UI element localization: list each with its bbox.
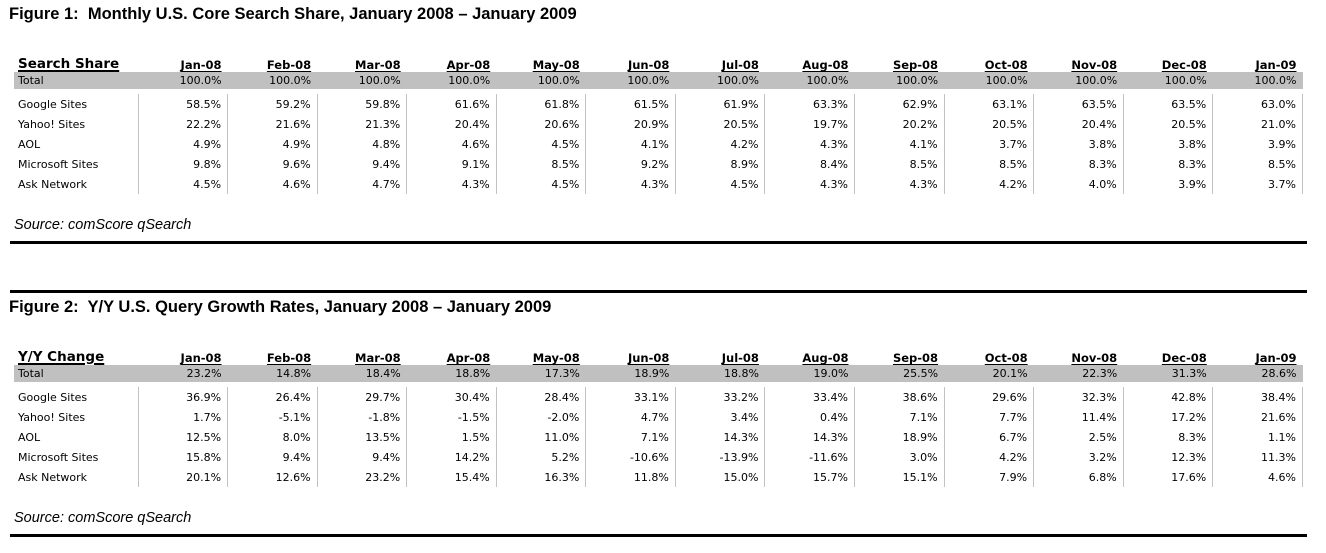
- data-row: [14, 447, 1303, 467]
- data-row: [14, 114, 1303, 134]
- cell-value: 17.6%: [1123, 467, 1213, 487]
- month-header: Jun-08: [627, 351, 670, 365]
- figure1-title: Figure 1: Monthly U.S. Core Search Share, January 2008 – January 2009: [9, 5, 577, 23]
- cell-value: 9.4%: [228, 447, 318, 467]
- cell-value: 4.2%: [944, 447, 1034, 467]
- cell-value: 32.3%: [1034, 387, 1124, 407]
- cell-value: 8.5%: [1213, 154, 1303, 174]
- figure1-table: [14, 54, 1303, 194]
- cell-value: 33.1%: [586, 387, 676, 407]
- figure2-top-rule: [10, 290, 1307, 293]
- cell-value: 9.8%: [138, 154, 228, 174]
- cell-value: -1.8%: [317, 407, 407, 427]
- cell-value: 4.9%: [228, 134, 318, 154]
- cell-value: 58.5%: [138, 94, 228, 114]
- month-header: Apr-08: [446, 351, 491, 365]
- cell-value: 4.3%: [765, 174, 855, 194]
- data-row: [14, 134, 1303, 154]
- cell-value: 3.7%: [944, 134, 1034, 154]
- row-label: Yahoo! Sites: [14, 407, 138, 427]
- cell-value: 20.4%: [407, 114, 497, 134]
- header-row: [14, 54, 1303, 72]
- month-header: Jul-08: [721, 351, 759, 365]
- cell-value: 23.2%: [317, 467, 407, 487]
- cell-value: 61.5%: [586, 94, 676, 114]
- cell-value: 8.9%: [675, 154, 765, 174]
- row-label: Ask Network: [14, 467, 138, 487]
- month-header: Oct-08: [984, 58, 1028, 72]
- row-label: Microsoft Sites: [14, 447, 138, 467]
- cell-value: 15.7%: [765, 467, 855, 487]
- cell-value: 14.2%: [407, 447, 497, 467]
- cell-value: 20.6%: [496, 114, 586, 134]
- cell-value: 28.4%: [496, 387, 586, 407]
- month-header: Jul-08: [721, 58, 759, 72]
- cell-value: 4.5%: [496, 134, 586, 154]
- cell-value: 63.0%: [1213, 94, 1303, 114]
- total-value: 100.0%: [1034, 72, 1124, 89]
- cell-value: 63.1%: [944, 94, 1034, 114]
- figure2-section: [0, 290, 1326, 537]
- month-header: May-08: [532, 58, 580, 72]
- cell-value: 3.9%: [1213, 134, 1303, 154]
- cell-value: 21.6%: [228, 114, 318, 134]
- cell-value: 4.3%: [407, 174, 497, 194]
- cell-value: 30.4%: [407, 387, 497, 407]
- cell-value: 7.1%: [855, 407, 945, 427]
- cell-value: 1.5%: [407, 427, 497, 447]
- cell-value: 4.5%: [496, 174, 586, 194]
- cell-value: 5.2%: [496, 447, 586, 467]
- cell-value: 3.0%: [855, 447, 945, 467]
- cell-value: 4.0%: [1034, 174, 1124, 194]
- cell-value: 7.7%: [944, 407, 1034, 427]
- cell-value: 38.6%: [855, 387, 945, 407]
- cell-value: 3.8%: [1034, 134, 1124, 154]
- cell-value: 8.0%: [228, 427, 318, 447]
- cell-value: 20.5%: [675, 114, 765, 134]
- cell-value: 11.8%: [586, 467, 676, 487]
- total-value: 18.8%: [675, 365, 765, 382]
- cell-value: 20.5%: [944, 114, 1034, 134]
- month-header: Apr-08: [446, 58, 491, 72]
- row-label: Total: [14, 72, 138, 89]
- cell-value: 15.0%: [675, 467, 765, 487]
- cell-value: 63.5%: [1123, 94, 1213, 114]
- total-value: 28.6%: [1213, 365, 1303, 382]
- cell-value: 12.6%: [228, 467, 318, 487]
- cell-value: -2.0%: [496, 407, 586, 427]
- row-label: Ask Network: [14, 174, 138, 194]
- month-header: Nov-08: [1071, 351, 1118, 365]
- cell-value: 63.3%: [765, 94, 855, 114]
- cell-value: 8.3%: [1123, 154, 1213, 174]
- row-label: Yahoo! Sites: [14, 114, 138, 134]
- cell-value: 4.3%: [586, 174, 676, 194]
- month-header: Sep-08: [892, 58, 939, 72]
- cell-value: 3.4%: [675, 407, 765, 427]
- figure1-source: Source: comScore qSearch: [14, 217, 192, 233]
- row-label: AOL: [14, 427, 138, 447]
- cell-value: 62.9%: [855, 94, 945, 114]
- row-label: Microsoft Sites: [14, 154, 138, 174]
- cell-value: 15.1%: [855, 467, 945, 487]
- cell-value: 4.7%: [317, 174, 407, 194]
- cell-value: 8.5%: [496, 154, 586, 174]
- month-header: Sep-08: [892, 351, 939, 365]
- cell-value: 4.9%: [138, 134, 228, 154]
- cell-value: -1.5%: [407, 407, 497, 427]
- cell-value: 42.8%: [1123, 387, 1213, 407]
- cell-value: 61.9%: [675, 94, 765, 114]
- total-value: 18.9%: [586, 365, 676, 382]
- total-value: 17.3%: [496, 365, 586, 382]
- month-header: Dec-08: [1161, 58, 1207, 72]
- figure2-table: [14, 347, 1303, 487]
- cell-value: 3.2%: [1034, 447, 1124, 467]
- cell-value: 4.3%: [855, 174, 945, 194]
- cell-value: 21.3%: [317, 114, 407, 134]
- cell-value: 20.1%: [138, 467, 228, 487]
- data-row: [14, 154, 1303, 174]
- month-header: Jan-09: [1255, 58, 1297, 72]
- row-label-header: Search Share: [18, 56, 120, 72]
- total-value: 20.1%: [944, 365, 1034, 382]
- row-label: AOL: [14, 134, 138, 154]
- cell-value: 21.6%: [1213, 407, 1303, 427]
- data-row: [14, 387, 1303, 407]
- total-row: [14, 365, 1303, 382]
- total-value: 25.5%: [855, 365, 945, 382]
- cell-value: -13.9%: [675, 447, 765, 467]
- cell-value: 33.4%: [765, 387, 855, 407]
- cell-value: 4.7%: [586, 407, 676, 427]
- cell-value: 6.7%: [944, 427, 1034, 447]
- cell-value: 20.4%: [1034, 114, 1124, 134]
- total-value: 100.0%: [138, 72, 228, 89]
- total-value: 19.0%: [765, 365, 855, 382]
- total-value: 100.0%: [496, 72, 586, 89]
- total-value: 100.0%: [1123, 72, 1213, 89]
- cell-value: 36.9%: [138, 387, 228, 407]
- cell-value: 2.5%: [1034, 427, 1124, 447]
- cell-value: 19.7%: [765, 114, 855, 134]
- cell-value: 59.8%: [317, 94, 407, 114]
- cell-value: 8.4%: [765, 154, 855, 174]
- cell-value: 12.5%: [138, 427, 228, 447]
- cell-value: 4.5%: [675, 174, 765, 194]
- month-header: Feb-08: [266, 58, 312, 72]
- cell-value: 26.4%: [228, 387, 318, 407]
- cell-value: 9.6%: [228, 154, 318, 174]
- cell-value: 3.8%: [1123, 134, 1213, 154]
- cell-value: 12.3%: [1123, 447, 1213, 467]
- total-value: 100.0%: [765, 72, 855, 89]
- cell-value: 0.4%: [765, 407, 855, 427]
- month-header: Jun-08: [627, 58, 670, 72]
- cell-value: 3.7%: [1213, 174, 1303, 194]
- cell-value: 33.2%: [675, 387, 765, 407]
- month-header: May-08: [532, 351, 580, 365]
- total-value: 23.2%: [138, 365, 228, 382]
- cell-value: 14.3%: [675, 427, 765, 447]
- cell-value: 15.8%: [138, 447, 228, 467]
- cell-value: 8.5%: [855, 154, 945, 174]
- cell-value: 20.2%: [855, 114, 945, 134]
- cell-value: 6.8%: [1034, 467, 1124, 487]
- cell-value: 9.4%: [317, 447, 407, 467]
- figure1-section: [0, 5, 1326, 244]
- cell-value: 59.2%: [228, 94, 318, 114]
- total-row: [14, 72, 1303, 89]
- cell-value: 7.1%: [586, 427, 676, 447]
- cell-value: 16.3%: [496, 467, 586, 487]
- total-value: 18.8%: [407, 365, 497, 382]
- month-header: Feb-08: [266, 351, 312, 365]
- cell-value: 14.3%: [765, 427, 855, 447]
- total-value: 31.3%: [1123, 365, 1213, 382]
- cell-value: 8.3%: [1123, 427, 1213, 447]
- cell-value: 11.0%: [496, 427, 586, 447]
- data-row: [14, 467, 1303, 487]
- cell-value: -11.6%: [765, 447, 855, 467]
- total-value: 100.0%: [317, 72, 407, 89]
- total-value: 100.0%: [944, 72, 1034, 89]
- cell-value: 11.3%: [1213, 447, 1303, 467]
- month-header: Mar-08: [355, 58, 401, 72]
- row-label: Google Sites: [14, 387, 138, 407]
- cell-value: 29.6%: [944, 387, 1034, 407]
- cell-value: -5.1%: [228, 407, 318, 427]
- header-row: [14, 347, 1303, 365]
- cell-value: 9.1%: [407, 154, 497, 174]
- cell-value: 1.7%: [138, 407, 228, 427]
- cell-value: 4.6%: [228, 174, 318, 194]
- cell-value: 20.9%: [586, 114, 676, 134]
- data-row: [14, 427, 1303, 447]
- cell-value: -10.6%: [586, 447, 676, 467]
- cell-value: 21.0%: [1213, 114, 1303, 134]
- month-header: Aug-08: [802, 351, 849, 365]
- month-header: Dec-08: [1161, 351, 1207, 365]
- month-header: Jan-08: [180, 351, 222, 365]
- cell-value: 4.2%: [944, 174, 1034, 194]
- cell-value: 13.5%: [317, 427, 407, 447]
- data-row: [14, 407, 1303, 427]
- cell-value: 4.3%: [765, 134, 855, 154]
- total-value: 100.0%: [228, 72, 318, 89]
- month-header: Nov-08: [1071, 58, 1118, 72]
- cell-value: 4.8%: [317, 134, 407, 154]
- cell-value: 61.6%: [407, 94, 497, 114]
- cell-value: 4.6%: [407, 134, 497, 154]
- total-value: 100.0%: [586, 72, 676, 89]
- cell-value: 8.5%: [944, 154, 1034, 174]
- cell-value: 4.5%: [138, 174, 228, 194]
- cell-value: 38.4%: [1213, 387, 1303, 407]
- cell-value: 8.3%: [1034, 154, 1124, 174]
- row-label: Total: [14, 365, 138, 382]
- month-header: Oct-08: [984, 351, 1028, 365]
- cell-value: 4.1%: [855, 134, 945, 154]
- cell-value: 9.4%: [317, 154, 407, 174]
- data-row: [14, 174, 1303, 194]
- total-value: 100.0%: [1213, 72, 1303, 89]
- month-header: Jan-09: [1255, 351, 1297, 365]
- figure1-bottom-rule: [10, 241, 1307, 244]
- total-value: 22.3%: [1034, 365, 1124, 382]
- total-value: 14.8%: [228, 365, 318, 382]
- figure2-bottom-rule: [10, 534, 1307, 537]
- cell-value: 29.7%: [317, 387, 407, 407]
- figure2-source: Source: comScore qSearch: [14, 510, 192, 526]
- data-row: [14, 94, 1303, 114]
- total-value: 100.0%: [407, 72, 497, 89]
- month-header: Aug-08: [802, 58, 849, 72]
- cell-value: 7.9%: [944, 467, 1034, 487]
- cell-value: 4.6%: [1213, 467, 1303, 487]
- cell-value: 4.2%: [675, 134, 765, 154]
- cell-value: 1.1%: [1213, 427, 1303, 447]
- cell-value: 18.9%: [855, 427, 945, 447]
- row-label-header: Y/Y Change: [18, 349, 105, 365]
- total-value: 18.4%: [317, 365, 407, 382]
- month-header: Mar-08: [355, 351, 401, 365]
- cell-value: 15.4%: [407, 467, 497, 487]
- figure2-title: Figure 2: Y/Y U.S. Query Growth Rates, January 2008 – January 2009: [9, 298, 552, 316]
- cell-value: 4.1%: [586, 134, 676, 154]
- cell-value: 61.8%: [496, 94, 586, 114]
- cell-value: 20.5%: [1123, 114, 1213, 134]
- cell-value: 11.4%: [1034, 407, 1124, 427]
- cell-value: 17.2%: [1123, 407, 1213, 427]
- cell-value: 63.5%: [1034, 94, 1124, 114]
- total-value: 100.0%: [855, 72, 945, 89]
- row-label: Google Sites: [14, 94, 138, 114]
- month-header: Jan-08: [180, 58, 222, 72]
- cell-value: 9.2%: [586, 154, 676, 174]
- cell-value: 22.2%: [138, 114, 228, 134]
- total-value: 100.0%: [675, 72, 765, 89]
- cell-value: 3.9%: [1123, 174, 1213, 194]
